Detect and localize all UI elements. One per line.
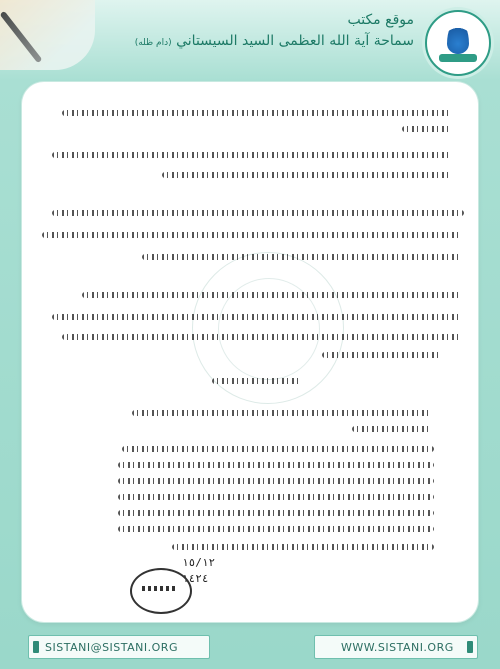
handwriting-line xyxy=(118,462,434,468)
handwritten-letter-image xyxy=(22,82,478,622)
flame-icon xyxy=(447,20,469,54)
email-text: SISTANI@SISTANI.ORG xyxy=(45,641,178,654)
handwriting-line xyxy=(62,334,462,340)
logo-base xyxy=(439,54,477,62)
email-tab-icon xyxy=(33,641,39,653)
handwriting-line xyxy=(402,126,452,132)
handwriting-line xyxy=(212,378,302,384)
handwriting-line xyxy=(82,292,462,298)
handwriting-line xyxy=(52,152,452,158)
office-subtitle xyxy=(131,33,414,49)
handwriting-line xyxy=(352,426,432,432)
handwriting-line xyxy=(118,510,434,516)
email-link[interactable] xyxy=(28,635,210,659)
header xyxy=(0,0,500,86)
handwritten-document xyxy=(22,82,478,622)
handwriting-line xyxy=(132,410,432,416)
handwriting-line xyxy=(118,526,434,532)
office-name: سماحة آية الله العظمى السيد السيستاني xyxy=(176,33,414,49)
signature-date-year: ١٤٢٤ xyxy=(182,572,209,585)
handwriting-line xyxy=(172,544,434,550)
sistani-logo[interactable] xyxy=(425,10,491,76)
handwriting-line xyxy=(142,254,462,260)
handwriting-line xyxy=(122,446,434,452)
signature-date-day: ١٥/١٢ xyxy=(182,556,216,569)
handwriting-line xyxy=(162,172,452,178)
website-text: WWW.SISTANI.ORG xyxy=(341,641,454,654)
handwriting-line xyxy=(52,210,464,216)
footer xyxy=(0,632,500,669)
pen-icon xyxy=(0,11,42,64)
handwriting-line xyxy=(322,352,442,358)
honorific: (دام ظله) xyxy=(134,38,172,48)
handwriting-line xyxy=(42,232,462,238)
handwriting-line xyxy=(52,314,462,320)
handwriting-line xyxy=(118,478,434,484)
office-title: موقع مكتب xyxy=(347,12,414,28)
official-stamp xyxy=(130,568,192,614)
website-tab-icon xyxy=(467,641,473,653)
handwriting-line xyxy=(118,494,434,500)
website-link[interactable] xyxy=(314,635,478,659)
pen-illustration xyxy=(0,0,95,70)
handwriting-line xyxy=(62,110,452,116)
